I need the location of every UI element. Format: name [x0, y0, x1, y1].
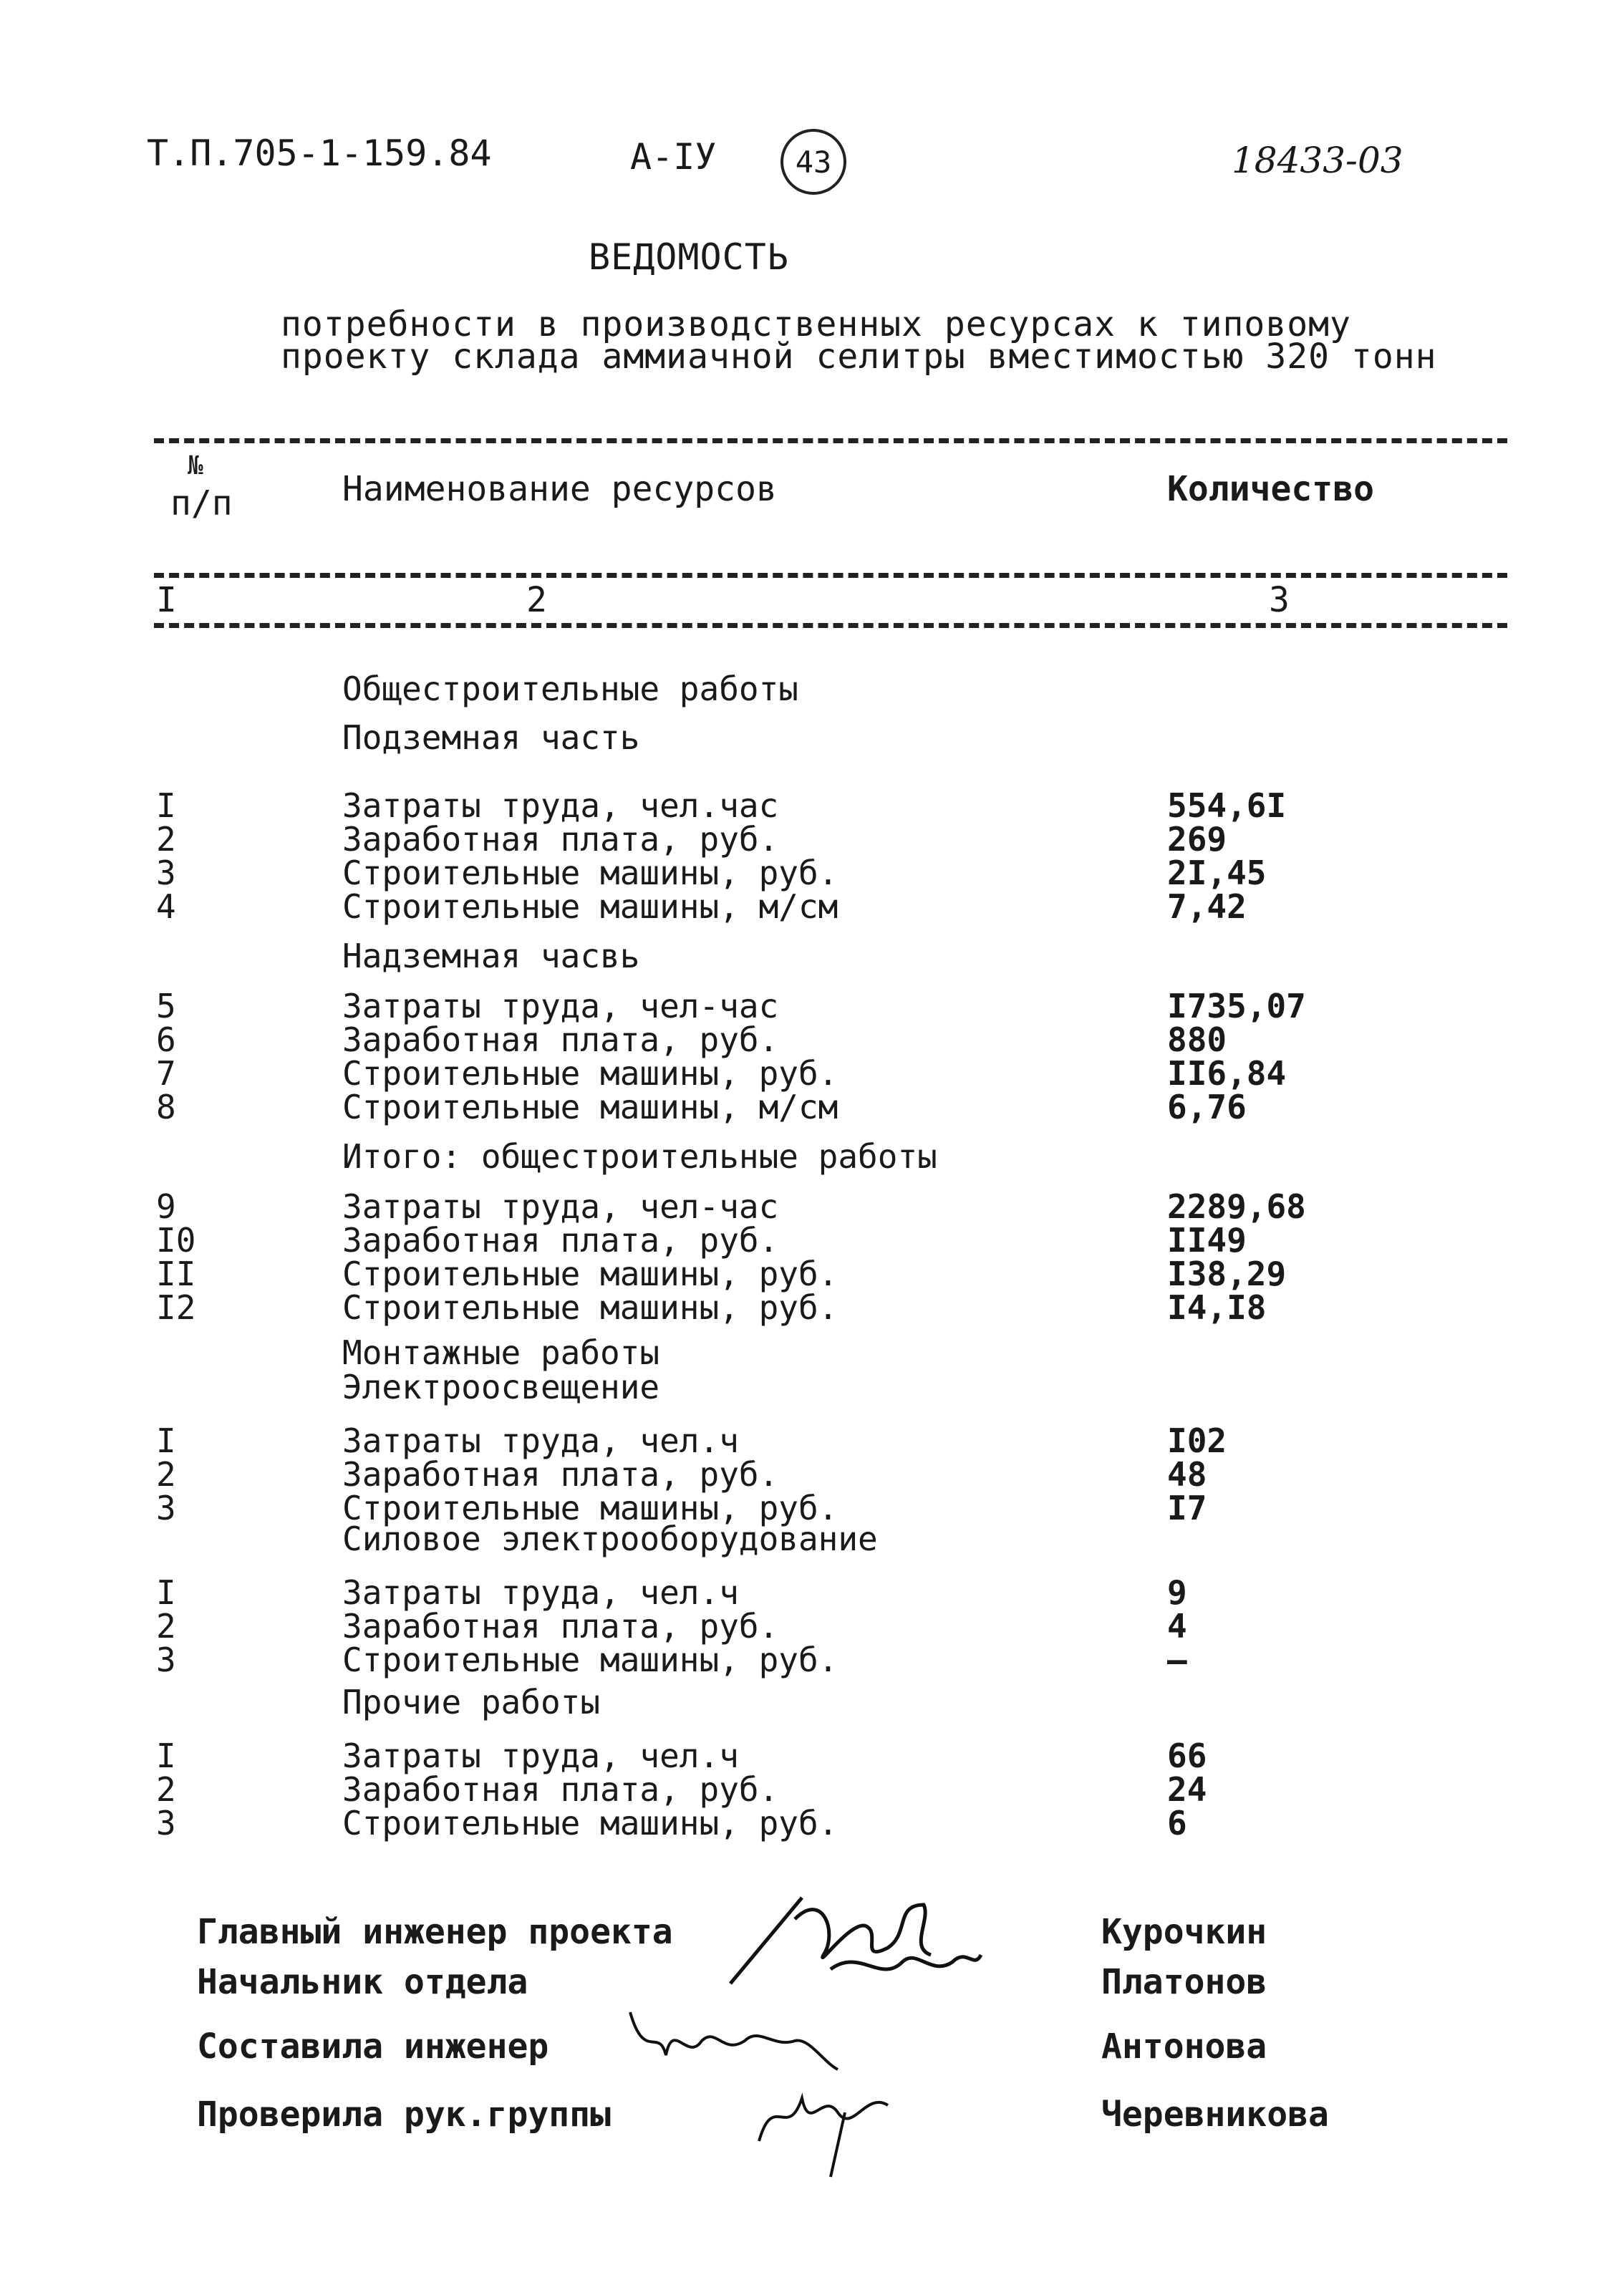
resource-name: Затраты труда, чел.ч [342, 1573, 739, 1612]
signature-name-1: Курочкин [1101, 1912, 1267, 1952]
resource-name: Затраты труда, чел-час [342, 1187, 779, 1226]
resource-row [0, 786, 1624, 825]
row-number: 7 [156, 1054, 176, 1093]
resource-quantity: I7 [1167, 1489, 1207, 1527]
row-number: I [156, 786, 176, 825]
row-number: 8 [156, 1088, 176, 1126]
divider [154, 573, 1507, 578]
resource-row [0, 887, 1624, 926]
resource-name: Затраты труда, чел-час [342, 987, 779, 1025]
row-number: I [156, 1573, 176, 1612]
row-number: II [156, 1255, 196, 1293]
resource-quantity: 48 [1167, 1455, 1207, 1494]
resource-quantity: II6,84 [1167, 1054, 1287, 1093]
subtitle-line-2: проекту склада аммиачной селитры вместимостью 320 тонн [281, 337, 1437, 377]
row-number: 2 [156, 820, 176, 859]
section-other: Прочие работы [342, 1683, 601, 1721]
row-number: 3 [156, 854, 176, 892]
resource-name: Строительные машины, руб. [342, 1489, 838, 1527]
resource-quantity: 4 [1167, 1607, 1187, 1646]
col-number-header: п/п [170, 483, 233, 523]
resource-row [0, 1737, 1624, 1775]
resource-name: Заработная плата, руб. [342, 1455, 779, 1494]
resource-row [0, 1573, 1624, 1612]
resource-row [0, 1607, 1624, 1646]
resource-quantity: – [1167, 1641, 1187, 1679]
row-number: I0 [156, 1221, 196, 1260]
section-mounting: Монтажные работы [342, 1333, 660, 1372]
row-number: I [156, 1737, 176, 1775]
signature-handwritten-chief [716, 1876, 1017, 2005]
resource-row [0, 1054, 1624, 1093]
resource-quantity: 554,6I [1167, 786, 1287, 825]
resource-name: Строительные машины, руб. [342, 854, 838, 892]
document-title: ВЕДОМОСТЬ [589, 236, 789, 278]
resource-name: Строительные машины, руб. [342, 1054, 838, 1093]
resource-row [0, 1421, 1624, 1460]
signature-handwritten-checker [745, 2062, 902, 2184]
signature-role-2: Начальник отдела [197, 1962, 528, 2002]
resource-quantity: 7,42 [1167, 887, 1247, 926]
col-qty-header: Количество [1167, 469, 1374, 509]
resource-quantity: 269 [1167, 820, 1227, 859]
row-number: I [156, 1421, 176, 1460]
resource-quantity: 2289,68 [1167, 1187, 1306, 1226]
resource-row [0, 987, 1624, 1025]
row-number: 3 [156, 1489, 176, 1527]
row-number: 9 [156, 1187, 176, 1226]
section-underground: Подземная часть [342, 718, 640, 757]
section-lighting: Электроосвещение [342, 1368, 660, 1406]
col-index-1: I [156, 580, 177, 620]
resource-row [0, 1770, 1624, 1809]
resource-name: Заработная плата, руб. [342, 820, 779, 859]
resource-quantity: 66 [1167, 1737, 1207, 1775]
col-name-header: Наименование ресурсов [342, 469, 777, 509]
resource-row [0, 1187, 1624, 1226]
inventory-number: 18433-03 [1232, 140, 1403, 181]
resource-quantity: 24 [1167, 1770, 1207, 1809]
resource-name: Строительные машины, руб. [342, 1641, 838, 1679]
section-total: Итого: общестроительные работы [342, 1137, 937, 1176]
resource-row [0, 854, 1624, 892]
resource-name: Затраты труда, чел.час [342, 786, 779, 825]
row-number: I2 [156, 1288, 196, 1327]
project-code: Т.П.705-1-159.84 [147, 132, 492, 174]
section-aboveground: Надземная часвь [342, 937, 640, 975]
resource-name: Заработная плата, руб. [342, 1221, 779, 1260]
signature-role-3: Составила инженер [197, 2027, 549, 2067]
resource-name: Строительные машины, руб. [342, 1288, 838, 1327]
resource-quantity: 9 [1167, 1573, 1187, 1612]
col-index-2: 2 [526, 580, 547, 620]
resource-name: Строительные машины, м/см [342, 1088, 838, 1126]
resource-name: Затраты труда, чел.ч [342, 1421, 739, 1460]
signature-role-1: Главный инженер проекта [197, 1912, 673, 1952]
divider [154, 438, 1507, 443]
resource-name: Строительные машины, м/см [342, 887, 838, 926]
resource-row [0, 1288, 1624, 1327]
col-index-3: 3 [1269, 580, 1290, 620]
row-number: 4 [156, 887, 176, 926]
resource-row [0, 1255, 1624, 1293]
resource-quantity: I735,07 [1167, 987, 1306, 1025]
row-number: 2 [156, 1607, 176, 1646]
row-number: 3 [156, 1804, 176, 1842]
resource-quantity: 2I,45 [1167, 854, 1267, 892]
row-number: 2 [156, 1770, 176, 1809]
section-general: Общестроительные работы [342, 670, 798, 708]
signature-role-4: Проверила рук.группы [197, 2095, 611, 2135]
section-power: Силовое электрооборудование [342, 1520, 878, 1558]
resource-name: Затраты труда, чел.ч [342, 1737, 739, 1775]
resource-name: Строительные машины, руб. [342, 1804, 838, 1842]
page-number-stamp: 43 [780, 129, 846, 195]
resource-quantity: 880 [1167, 1020, 1227, 1059]
row-number: 3 [156, 1641, 176, 1679]
album-code: А-IУ [630, 136, 717, 178]
subtitle-line-1: потребности в производственных ресурсах к типовому [281, 304, 1351, 344]
resource-row [0, 1641, 1624, 1679]
resource-quantity: I02 [1167, 1421, 1227, 1460]
resource-row [0, 1455, 1624, 1494]
resource-quantity: I38,29 [1167, 1255, 1287, 1293]
signature-name-2: Платонов [1101, 1962, 1267, 2002]
col-number-sign: № [188, 451, 203, 480]
resource-row [0, 1221, 1624, 1260]
resource-name: Заработная плата, руб. [342, 1770, 779, 1809]
resource-name: Строительные машины, руб. [342, 1255, 838, 1293]
resource-row [0, 820, 1624, 859]
resource-quantity: I4,I8 [1167, 1288, 1267, 1327]
resource-quantity: 6 [1167, 1804, 1187, 1842]
resource-row [0, 1088, 1624, 1126]
resource-row [0, 1489, 1624, 1527]
signature-name-4: Черевникова [1101, 2095, 1329, 2135]
row-number: 2 [156, 1455, 176, 1494]
resource-row [0, 1804, 1624, 1842]
signature-name-3: Антонова [1101, 2027, 1267, 2067]
resource-quantity: II49 [1167, 1221, 1247, 1260]
resource-name: Заработная плата, руб. [342, 1020, 779, 1059]
row-number: 6 [156, 1020, 176, 1059]
resource-name: Заработная плата, руб. [342, 1607, 779, 1646]
resource-row [0, 1020, 1624, 1059]
row-number: 5 [156, 987, 176, 1025]
divider [154, 623, 1507, 628]
resource-quantity: 6,76 [1167, 1088, 1247, 1126]
